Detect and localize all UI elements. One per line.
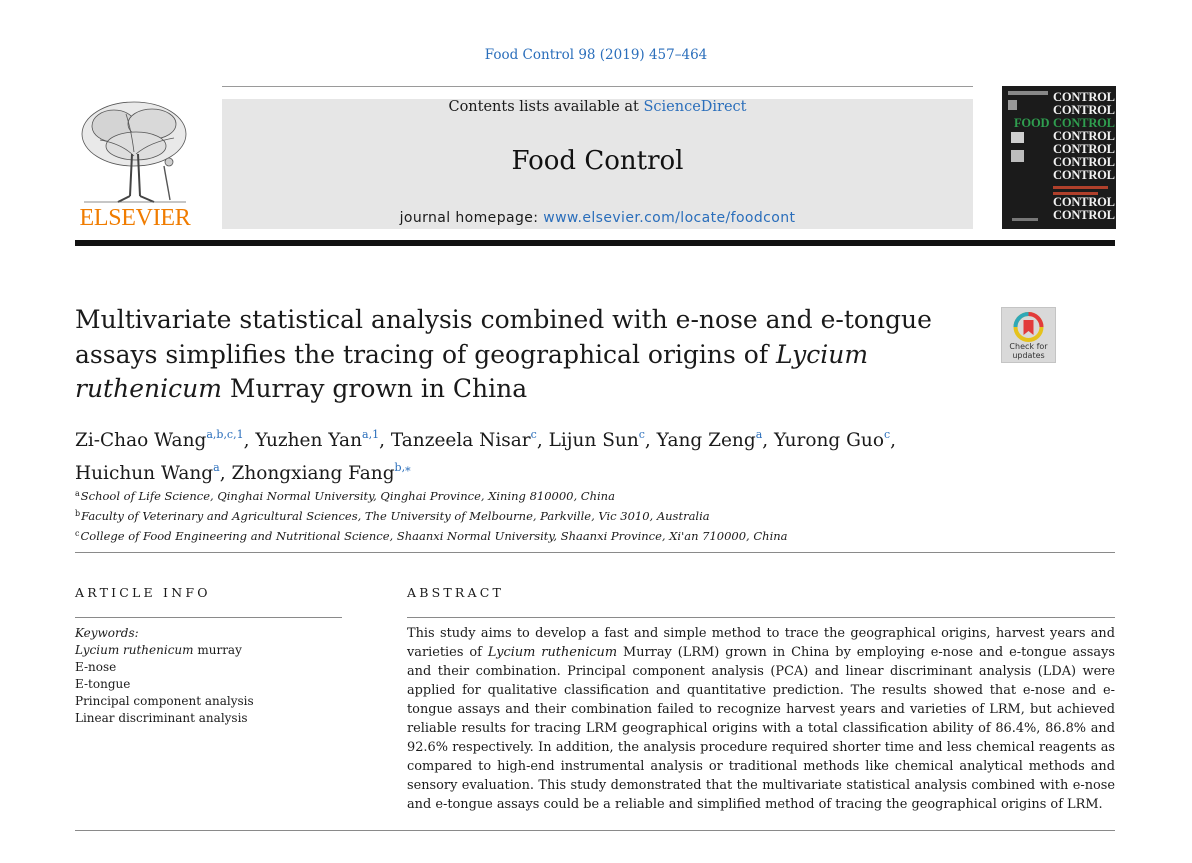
author-affiliation-marker[interactable]: a,b,c,1 (206, 428, 244, 441)
abstract-rule (407, 617, 1115, 618)
affiliation-text: College of Food Engineering and Nutritional Science, Shaanxi Normal University, Shaanxi Province, Xi'an 710000, China (80, 529, 788, 543)
affiliation-mark: c (75, 529, 80, 538)
author-affiliation-marker[interactable]: a (213, 461, 220, 474)
cover-word: CONTROL (1053, 195, 1115, 209)
contents-available-line (222, 99, 973, 115)
title-text: Murray grown in China (221, 374, 528, 403)
cover-word: CONTROL (1053, 129, 1115, 143)
author-affiliation-marker[interactable]: c (884, 428, 891, 441)
affiliation-item (75, 485, 1115, 505)
crossmark-line: Check for (1009, 342, 1048, 351)
cover-footer-strip (1012, 218, 1038, 221)
author-affiliation-marker[interactable]: a,1 (362, 428, 380, 441)
keyword-text: murray (193, 643, 242, 657)
section-divider (75, 552, 1115, 553)
keywords-label: Keywords: (75, 626, 139, 640)
affiliation-mark: b (75, 509, 81, 518)
cover-word: CONTROL (1053, 142, 1115, 156)
title-text: Multivariate statistical analysis combined with e-nose and e-tongue assays simplifies the tracing of geographical origins of (75, 305, 932, 369)
sciencedirect-link[interactable]: ScienceDirect (643, 99, 747, 115)
affiliation-list (75, 485, 1115, 545)
header-thick-rule (75, 240, 1115, 246)
cover-word: CONTROL (1053, 103, 1115, 117)
cover-image-1 (1011, 132, 1024, 143)
abstract-species: Lycium ruthenicum (487, 645, 618, 660)
author-separator: , (219, 463, 232, 484)
author-affiliation-marker[interactable]: a (755, 428, 763, 441)
author-name[interactable]: Huichun Wang (75, 463, 214, 484)
author-name[interactable]: Tanzeela Nisar (390, 430, 531, 451)
affiliation-mark: a (75, 489, 80, 498)
cover-word-food: FOOD (1014, 116, 1050, 130)
journal-cover-thumbnail[interactable] (1002, 86, 1116, 229)
keyword-item[interactable]: Principal component analysis (75, 694, 254, 708)
author-name[interactable]: Lijun Sun (548, 430, 639, 451)
contents-prefix: Contents lists available at (448, 99, 644, 115)
author-affiliation-marker[interactable]: c (530, 428, 537, 441)
affiliation-item (75, 505, 1115, 525)
affiliation-text: School of Life Science, Qinghai Normal University, Qinghai Province, Xining 810000, China (80, 489, 615, 503)
cover-image-2 (1011, 150, 1024, 162)
author-separator: , (379, 430, 391, 451)
article-title (75, 303, 980, 407)
keywords-block (75, 625, 342, 727)
author-name[interactable]: Zhongxiang Fang (231, 463, 395, 484)
author-separator: , (243, 430, 256, 451)
abstract-text (407, 624, 1115, 814)
cover-word: CONTROL (1053, 208, 1115, 222)
affiliation-text: Faculty of Veterinary and Agricultural Sciences, The University of Melbourne, Parkville, Vic 3010, Australia (81, 509, 710, 523)
keyword-item[interactable]: E-tongue (75, 677, 131, 691)
keyword-item[interactable]: E-nose (75, 660, 117, 674)
cover-subtitle-line (1053, 186, 1108, 189)
author-separator: , (762, 430, 775, 451)
keyword-item[interactable] (75, 642, 342, 659)
homepage-prefix: journal homepage: (399, 210, 544, 226)
top-divider (222, 86, 973, 87)
author-name[interactable]: Yurong Guo (774, 430, 884, 451)
author-name[interactable]: Yuzhen Yan (255, 430, 363, 451)
elsevier-wordmark: ELSEVIER (79, 205, 191, 231)
cover-word: CONTROL (1053, 155, 1115, 169)
bottom-divider (75, 830, 1115, 831)
author-affiliation-marker[interactable]: c (638, 428, 645, 441)
author-separator: , (890, 430, 897, 451)
cover-issn-strip (1008, 91, 1048, 95)
abstract-heading: ABSTRACT (407, 585, 505, 600)
cover-word: CONTROL (1053, 90, 1115, 104)
cover-word: CONTROL (1053, 168, 1115, 182)
author-separator: , (644, 430, 657, 451)
author-separator: , (536, 430, 549, 451)
journal-citation-link[interactable]: Food Control 98 (2019) 457–464 (484, 47, 708, 63)
abstract-segment: This study aims to develop a fast and simple method to trace the geographical origins, harvest years and varieties of (407, 626, 1115, 660)
journal-homepage-line (222, 210, 973, 226)
journal-title: Food Control (511, 146, 684, 176)
journal-homepage-link[interactable]: www.elsevier.com/locate/foodcont (543, 210, 796, 226)
cover-elsevier-mini-logo (1008, 100, 1017, 110)
author-affiliation-marker[interactable]: b,⁎ (394, 461, 411, 474)
author-name[interactable]: Yang Zeng (656, 430, 756, 451)
check-for-updates-label (1001, 343, 1056, 360)
tree-icon (74, 96, 196, 204)
author-list (75, 421, 1115, 487)
title-species: Lycium ruthenicum (75, 339, 869, 403)
crossmark-line: updates (1012, 350, 1045, 360)
crossmark-icon (1002, 308, 1055, 344)
abstract-segment: Murray (LRM) grown in China by employing e-nose and e-tongue assays and their combination. Principal component analysis (PCA) and linear discriminant analysis (LDA) were applied for qualitative classification and quantitative prediction. The results showed that e-nose and e-tongue assays and their combination failed to recognize harvest years and varieties of LRM, but achieved reliable results for tracing LRM geographical origins with a total classification ability of 86.4%, 86.8% and 92.6% respectively. In addition, the analysis procedure required shorter time and less chemical reagents as compared to high-end instrumental analysis or traditional methods like chemical analytical methods and sensory evaluation. This study demonstrated that the multivariate statistical analysis combined with e-nose and e-tongue assays could be a reliable and simplified method of tracing the geographical origins of LRM. (407, 645, 1115, 812)
keyword-item[interactable]: Linear discriminant analysis (75, 711, 248, 725)
keyword-species: Lycium ruthenicum (75, 643, 194, 657)
article-info-heading: ARTICLE INFO (75, 585, 211, 600)
author-name[interactable]: Zi-Chao Wang (75, 430, 207, 451)
affiliation-item (75, 525, 1115, 545)
cover-word: CONTROL (1053, 116, 1115, 130)
article-info-rule (75, 617, 342, 618)
